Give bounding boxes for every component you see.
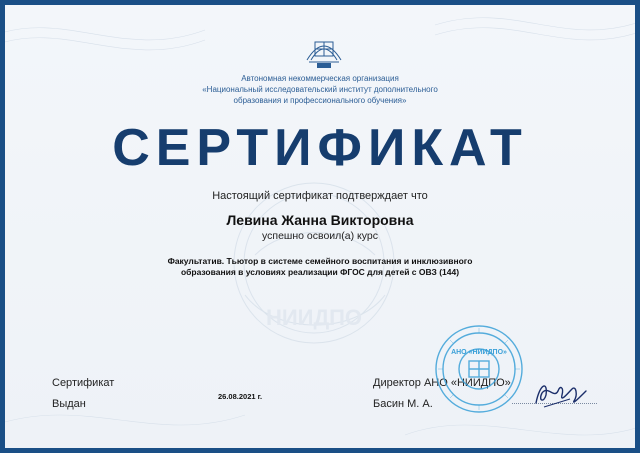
course-line-1: Факультатив. Тьютор в системе семейного воспитания и инклюзивного <box>167 256 473 266</box>
org-line-3: образования и профессионального обучения» <box>233 96 407 105</box>
org-line-2: «Национальный исследовательский институт дополнительного <box>202 85 438 94</box>
stamp-text: АНО «НИИДПО» <box>451 349 507 356</box>
course-title <box>155 256 485 278</box>
watermark-text: НИИДПО <box>265 305 363 330</box>
issued-label-2: Выдан <box>52 398 86 410</box>
issued-block <box>52 373 114 415</box>
institute-emblem-icon <box>303 30 345 72</box>
passed-text: успешно освоил(а) курс <box>262 230 378 242</box>
org-line-1: Автономная некоммерческая организация <box>241 74 399 83</box>
official-stamp-icon <box>433 323 525 415</box>
organization-name <box>175 73 465 106</box>
recipient-name: Левина Жанна Викторовна <box>226 212 414 228</box>
certificate-title: СЕРТИФИКАТ <box>112 119 528 177</box>
director-name: Басин М. А. <box>373 398 433 410</box>
director-signature <box>530 373 590 413</box>
course-line-2: образования в условиях реализации ФГОС для детей с ОВЗ (144) <box>180 267 460 277</box>
certificate-body <box>5 5 635 448</box>
issued-label-1: Сертификат <box>52 377 115 389</box>
confirm-text: Настоящий сертификат подтверждает что <box>212 190 428 202</box>
issue-date: 26.08.2021 г. <box>218 392 263 401</box>
director-title: Директор АНО «НИИДПО» <box>373 377 511 389</box>
